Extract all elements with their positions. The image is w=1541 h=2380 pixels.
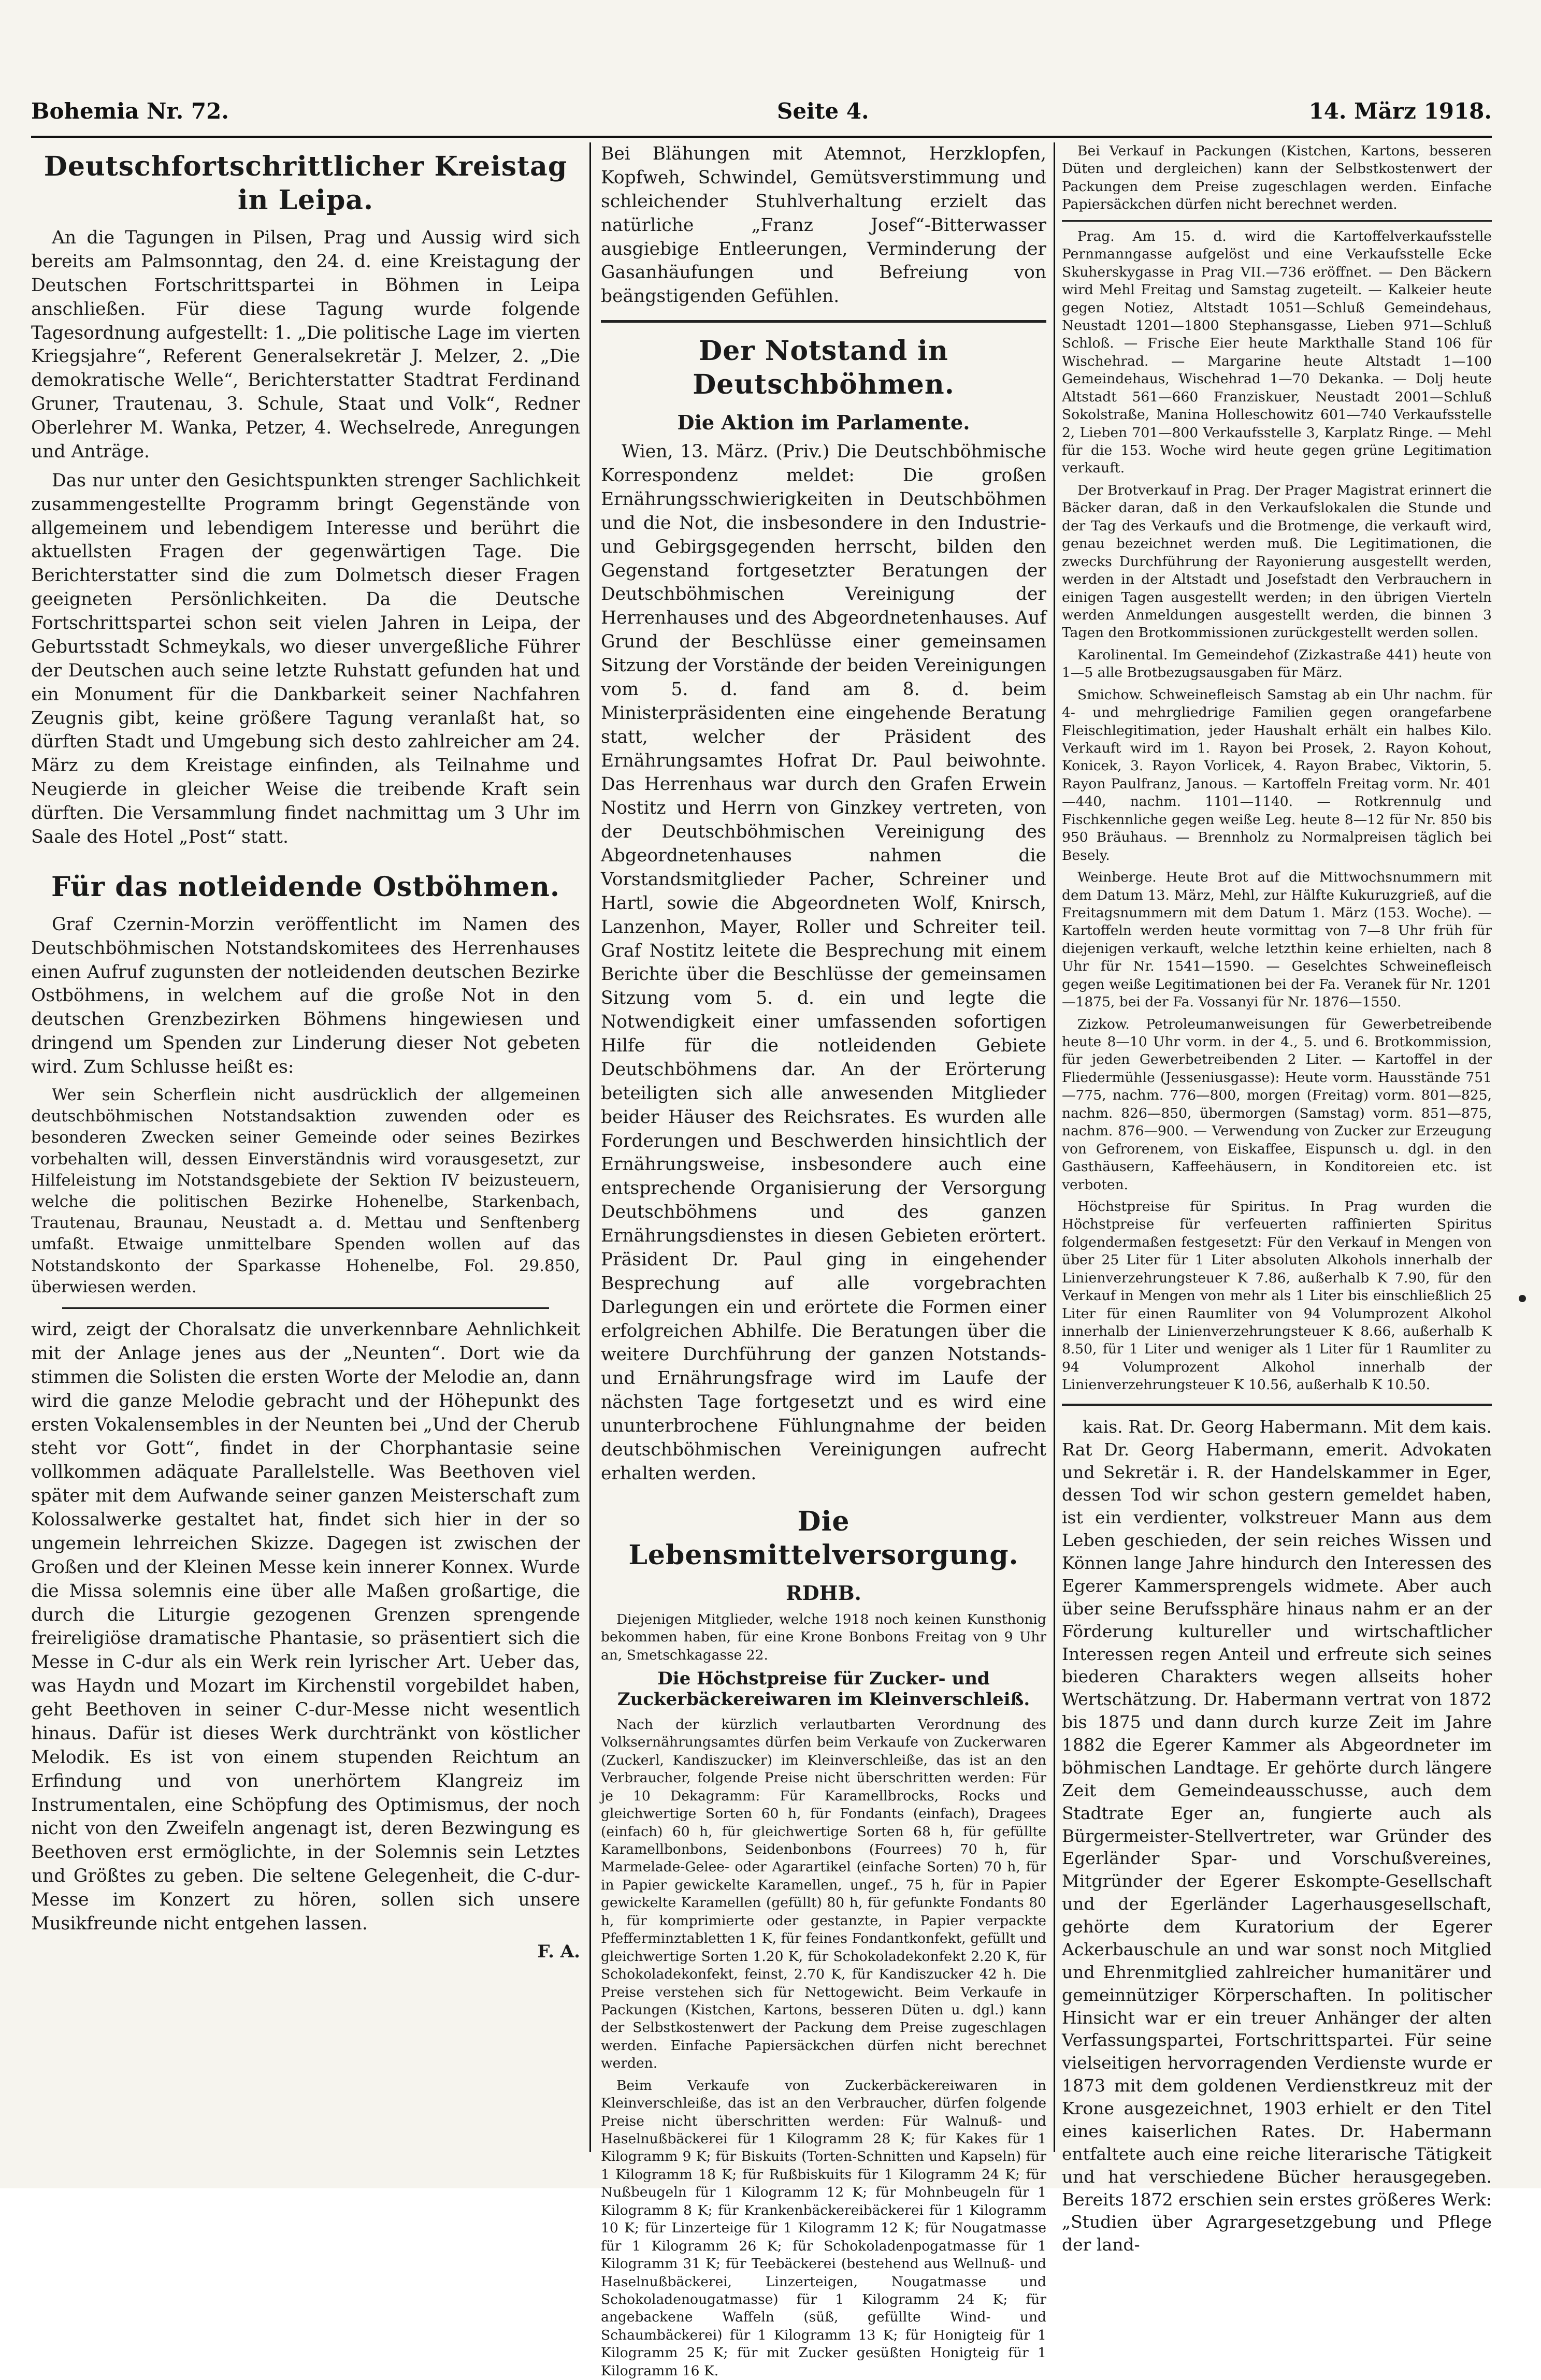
column-right — [1062, 142, 1492, 2255]
article-paragraph: An die Tagungen in Pilsen, Prag und Aussig wird sich bereits am Palmsonntag, den 24. d. eine Kreistagung der Deutschen Fortschrittspartei in Böhmen in Leipa anschließen. Für diese Tagung wurde folgende Tagesordnung aufgestellt: 1. „Die politische Lage im vierten Kriegsjahre“, Referent Generalsekretär J. Melzer, 2. „Die demokratische Welle“, Berichterstatter Stadtrat Ferdinand Gruner, Trautenau, 3. Schule, Staat und Volk“, Redner Oberlehrer M. Wanka, Petzer, 4. Wechselrede, Anregungen und Anträge. — [31, 227, 580, 462]
notice-paragraph: Bei Verkauf in Packungen (Kistchen, Kartons, besseren Düten und dergleichen) kann der Selbstkostenwert der Packungen dem Preise zugeschlagen werden. Einfache Papiersäckchen dürfen nicht berechnet werden. — [1062, 143, 1492, 213]
issue-date: 14. März 1918. — [1308, 98, 1492, 124]
article-divider — [62, 1307, 549, 1309]
article-paragraph: wird, zeigt der Choralsatz die unverkennbare Aehnlichkeit mit der Anlage jenes aus der „Neunten“. Dort wie da stimmen die Solisten die ersten Worte der Melodie an, dann wird die ganze Melodie gebracht und der Höhepunkt des ersten Vokalensembles in der Neunten bei „Und der Cherub steht vor Gott“, findet in der Chorphantasie seine vollkommen adäquate Parallelstelle. Was Beethoven viel später mit dem Aufwande seiner ganzen Meisterschaft zum Kolossalwerke gestaltet hat, findet sich hier in der so ungemein lehrreichen Skizze. Dagegen ist zwischen der Großen und der Kleinen Messe kein innerer Konnex. Wurde die Missa solemnis eine über alle Maßen großartige, die durch die Liturgie gezogenen Grenzen sprengende freireligiöse dramatische Phantasie, so präsentiert sich die Messe in C-dur als ein Werk rein lyrischer Art. Ueber das, was Haydn und Mozart im Kirchenstil vorgebildet haben, geht Beethoven in seiner C-dur-Messe nicht wesentlich hinaus. Dafür ist dieses Werk durchtränkt von köstlicher Melodik. Es ist von einem stupenden Reichtum an Erfindung und von unerhörtem Klangreiz im Instrumentalen, eine Schöpfung des Optimismus, der noch nicht von den Zweifeln angenagt ist, deren Bezwingung es Beethoven erst ermöglichte, in der Solemnis sein Letztes und Größtes zu geben. Die seltene Gelegenheit, die C-dur-Messe im Konzert zu hören, sollen sich unsere Musikfreunde nicht entgehen lassen. — [31, 1319, 580, 1934]
masthead-issue: Bohemia Nr. 72. — [31, 98, 229, 124]
column-rule-2 — [1054, 142, 1055, 2152]
author-signature: F. A. — [537, 1941, 580, 1962]
column-middle — [601, 142, 1046, 2379]
article-title-kreistag: Deutschfortschrittlicher Kreistag in Leipa. — [44, 151, 568, 216]
notice-divider — [1062, 220, 1492, 222]
notice-paragraph: Karolinental. Im Gemeindehof (Zizkastraße 441) heute von 1—5 alle Brotbezugsausgaben für März. — [1062, 646, 1492, 681]
article-paragraph: Das nur unter den Gesichtspunkten strenger Sachlichkeit zusammengestellte Programm bringt Gegenstände von allgemeinem und lebendigem Interesse und berührt die aktuellsten Fragen der gegenwärtigen Tage. Die Berichterstatter sind die zum Dolmetsch dieser Fragen geeigneten Persönlichkeiten. Da die Deutsche Fortschrittspartei schon seit vielen Jahren in Leipa, der Geburtsstadt Schmeykals, wo dieser unvergeßliche Führer der Deutschen auch seine letzte Ruhstatt gefunden hat und ein Monument für die Dankbarkeit seiner Nachfahren Zeugnis gibt, keine größere Tagung veranlaßt hat, so dürften Stadt und Umgebung sich desto zahlreicher am 24. März zu dem Kreistage einfinden, als Teilnahme und Neugierde in gleicher Weise die treibende Kraft sein dürften. Die Versammlung findet nachmittag um 3 Uhr im Saale des Hotel „Post“ statt. — [31, 470, 580, 847]
notice-paragraph: Weinberge. Heute Brot auf die Mittwochsnummern mit dem Datum 13. März, Mehl, zur Hälfte Kukuruzgrieß, auf die Freitagsnummern mit dem Datum 1. März (153. Woche). — Kartoffeln werden heute vormittag von 7—8 Uhr früh für diejenigen verkauft, welche letzthin keine erhielten, nach 8 Uhr für Nr. 1541—1590. — Geselchtes Schweinefleisch gegen weiße Legitimationen bei der Fa. Veranek für Nr. 1201—1875, bei der Fa. Vossanyi für Nr. 1876—1550. — [1062, 869, 1492, 1011]
article-paragraph: Graf Czernin-Morzin veröffentlicht im Namen des Deutschböhmischen Notstandskomitees des Herrenhauses einen Aufruf zugunsten der notleidenden deutschen Bezirke Ostböhmens, in welchem auf die große Not in den deutschen Grenzbezirken Böhmens hingewiesen und dringend um Spenden zur Linderung dieser Not gebeten wird. Zum Schlusse heißt es: — [31, 914, 580, 1077]
article-paragraph: Diejenigen Mitglieder, welche 1918 noch keinen Kunsthonig bekommen haben, für eine Krone Bonbons Freitag von 9 Uhr an, Smetschkagasse 22. — [601, 1611, 1046, 1663]
article-paragraph: Wien, 13. März. (Priv.) Die Deutschböhmische Korrespondenz meldet: Die großen Ernährungsschwierigkeiten in Deutschböhmen und die Not, die insbesondere in den Industrie- und Gebirgsgegenden herrscht, bilden den Gegenstand fortgesetzter Beratungen der Deutschböhmischen Vereinigung der Herrenhauses und des Abgeordnetenhauses. Auf Grund der Beschlüsse einer gemeinsamen Sitzung der Vorstände der beiden Vereinigungen vom 5. d. fand am 8. d. beim Ministerpräsidenten eine eingehende Beratung statt, welcher der Präsident des Ernährungsamtes Hofrat Dr. Paul beiwohnte. Das Herrenhaus war durch den Grafen Erwein Nostitz und Herrn von Ginzkey vertreten, von der Deutschböhmischen Vereinigung des Abgeordnetenhauses nahmen die Vorstandsmitglieder Pacher, Schreiner und Hartl, sowie die Abgeordneten Wolf, Knirsch, Lanzenhon, Mayer, Roller und Schreiter teil. Graf Nostitz leitete die Besprechung mit einem Berichte über die Beschlüsse der gemeinsamen Sitzung vom 5. d. ein und legte die Notwendigkeit einer umfassenden sofortigen Hilfe für die notleidenden Gebiete Deutschböhmens dar. An der Erörterung beteiligten sich alle anwesenden Mitglieder beider Häuser des Reichsrates. Es wurden alle Forderungen und Beschwerden hinsichtlich der Ernährungsweise, insbesondere auch eine entsprechende Organisierung der Versorgung Deutschböhmens und des ganzen Ernährungsdienstes in diesen Gebieten erörtert. Präsident Dr. Paul ging in eingehender Besprechung auf alle vorgebrachten Darlegungen ein und erörtete die Formen einer erfolgreichen Abhilfe. Die Beratungen über die weitere Durchführung der ganzen Notstands- und Ernährungsfrage wird im Laufe der nächsten Tage fortgesetzt und es wird eine ununterbrochene Fühlungnahme der beiden deutschböhmischen Vereinigungen aufrecht erhalten werden. — [601, 441, 1046, 1484]
article-paragraph: Beim Verkaufe von Zuckerbäckereiwaren in Kleinverschleiße, das ist an den Verbraucher, dürfen folgende Preise nicht überschritten werden: Für Walnuß- und Haselnußbäckerei für 1 Kilogramm 28 K; für Kakes für 1 Kilogramm 9 K; für Biskuits (Torten-Schnitten und Kapseln) für 1 Kilogramm 18 K; für Rußbiskuits für 1 Kilogramm 24 K; für Nußbeugeln für 1 Kilogramm 12 K; für Mohnbeugeln für 1 Kilogramm 8 K; für Krankenbäckereibäckerei für 1 Kilogramm 10 K; für Linzerteige für 1 Kilogramm 12 K; für Nougatmasse für 1 Kilogramm 26 K; für Schokoladenpogatmasse für 1 Kilogramm 31 K; für Teebäckerei (bestehend aus Wellnuß- und Haselnußbäckerei, Linzerteigen, Nougatmasse und Schokoladenougatmasse) für 1 Kilogramm 24 K; für angebackene Waffeln (süß, gefüllte Wind- und Schaumbäckerei) für 1 Kilogramm 13 K; für Honigteig für 1 Kilogramm 25 K; für mit Zucker gesüßten Honigteig für 1 Kilogramm 16 K. — [601, 2077, 1046, 2379]
article-title-hoechstpreise: Die Höchstpreise für Zucker- und Zuckerbäckereiwaren im Kleinverschleiß. — [617, 1668, 1030, 1710]
article-subtitle: Die Aktion im Parlamente. — [677, 411, 970, 435]
article-subtitle: RDHB. — [786, 1581, 861, 1605]
article-title-notstand: Der Notstand in Deutschböhmen. — [693, 335, 955, 401]
article-paragraph: Nach der kürzlich verlautbarten Verordnung des Volksernährungsamtes dürfen beim Verkaufe von Zuckerwaren (Zuckerl, Kandiszucker) im Kleinverschleiße, das ist an den Verbraucher, folgende Preise nicht überschritten werden: Für je 10 Dekagramm: Für Karamellbrocks, Rocks und gleichwertige Sorten 60 h, für Fondants (einfach), Dragees (einfach) 60 h, für gleichwertige Sorten 68 h, für gefüllte Karamellbonbons, Seidenbonbons (Fourrees) 70 h, für Marmelade-Gelee- oder Agarartikel (einfache Sorten) 70 h, für in Papier gewickelte Karamellen, ungef., 75 h, für in Papier gewickelte Karamellen (gefüllt) 80 h, für gefunkte Fondants 80 h, für komprimierte oder gestanzte, in Papier verpackte Pfefferminztabletten 1 K, für feines Fondantkonfekt, gefüllt und gleichwertige Sorten 1.20 K, für Schokoladekonfekt 2.20 K, für Schokoladekonfekt, feinst, 2.70 K, für Kandiszucker 42 h. Die Preise verstehen sich für Nettogewicht. Beim Verkaufe in Packungen (Kistchen, Kartons, besseren Düten u. dgl.) kann der Selbstkostenwert der Packung dem Preise zugeschlagen werden. Einfache Papiersäckchen dürfen nicht berechnet werden. — [601, 1716, 1046, 2072]
page-header — [31, 98, 1492, 135]
notice-paragraph: Höchstpreise für Spiritus. In Prag wurden die Höchstpreise für verfeuerten raffinierten Spiritus folgendermaßen festgesetzt: Für den Verkauf in Mengen von über 25 Liter für 1 Liter absoluten Alkohols innerhalb der Linienverzehrungsteuer K 7.86, außerhalb K 7.90, für den Verkauf in Mengen von mehr als 1 Liter bis einschließlich 25 Liter für einen Raumliter von 94 Volumprozent Alkohol innerhalb der Linienverzehrungsteuer K 8.66, außerhalb K 8.50, für 1 Liter und weniger als 1 Liter für 1 Raumliter zu 94 Volumprozent Alkohol innerhalb der Linienverzehrungsteuer K 10.56, außerhalb K 10.50. — [1062, 1198, 1492, 1393]
page-number: Seite 4. — [777, 98, 869, 124]
section-divider — [601, 320, 1046, 323]
binding-dot — [1519, 1295, 1526, 1302]
column-left — [31, 142, 580, 2162]
column-rule-1 — [589, 142, 591, 2152]
header-rule — [31, 136, 1492, 138]
obituary-paragraph: kais. Rat. Dr. Georg Habermann. Mit dem kais. Rat Dr. Georg Habermann, emerit. Advokaten und Sekretär i. R. der Handelskammer in Eger, dessen Tod wir schon gestern gemeldet haben, ist ein verdienter, volkstreuer Mann aus dem Leben geschieden, der sein reiches Wissen und Können lange Jahre hindurch den Interessen des Egerer Kammersprengels widmete. Aber auch über seine Berufssphäre hinaus nahm er an der Förderung kultureller und wirtschaftlicher Interessen regen Anteil und erfreute sich seines biederen Charakters wegen allseits hoher Wertschätzung. Dr. Habermann vertrat von 1872 bis 1875 und dann durch kurze Zeit im Jahre 1882 die Egerer Kammer als Abgeordneter im böhmischen Landtage. Er gehörte durch längere Zeit dem Gemeindeausschusse, auch dem Stadtrate Eger an, fungierte auch als Bürgermeister-Stellvertreter, war Gründer des Egerländer Spar- und Vorschußvereines, Mitgründer der Egerer Eskompte-Gesellschaft und der Egerländer Lagerhausgesellschaft, gehörte dem Kuratorium der Egerer Ackerbauschule an und war sonst noch Mitglied und Ehrenmitglied zahlreicher humanitärer und gemeinnütziger Körperschaften. In politischer Hinsicht war er ein treuer Anhänger der alten Verfassungspartei, Fortschrittspartei. Für seine vielseitigen hervorragenden Verdienste wurde er 1873 mit dem goldenen Verdienstkreuz mit der Krone ausgezeichnet, 1903 erhielt er den Titel eines kaiserlichen Rates. Dr. Habermann entfaltete auch eine reiche literarische Tätigkeit und hat verschiedene Bücher herausgegeben. Bereits 1872 erschien sein erstes größeres Werk: „Studien über Agrargesetzgebung und Pflege der land- — [1062, 1416, 1492, 2255]
notice-paragraph: Prag. Am 15. d. wird die Kartoffelverkaufsstelle Pernmanngasse aufgelöst und eine Verkaufsstelle Ecke Skuherskygasse in Prag VII.—736 eröffnet. — Den Bäckern wird Mehl Freitag und Samstag zugeteilt. — Kalkeier heute gegen Notiez, Altstadt 1051—Schluß Gemeindehaus, Neustadt 1201—1800 Stephansgasse, Lieben 971—Schluß Schloß. — Frische Eier heute Markthalle Stand 106 für Wischehrad. — Margarine heute Altstadt 1—100 Gemeindehaus, Wischehrad 1—70 Dekanka. — Dolj heute Altstadt 561—660 Franziskuer, Neustadt 2001—Schluß Sokolstraße, Manina Holleschowitz 601—740 Verkaufsstelle 2, Lieben 701—800 Verkaufsstelle 3, Karplatz Ringe. — Mehl für die 153. Woche wird heute gegen grüne Legitimation verkauft. — [1062, 228, 1492, 477]
notice-paragraph: Der Brotverkauf in Prag. Der Prager Magistrat erinnert die Bäcker daran, daß in den Verkaufslokalen die Stunde und der Tag des Verkaufs und die Brotmenge, die verkauft wird, genau bezeichnet werden muß. Die Legitimationen, die zwecks Durchführung der Rayonierung ausgestellt werden, werden in der Altstadt und Josefstadt den Verbrauchern in einigen Tagen ausgestellt werden; in den übrigen Vierteln werden Anmeldungen ausgestellt werden, die binnen 3 Tagen den Brotkommissionen zurückgestellt werden sollen. — [1062, 482, 1492, 641]
article-title-lebensmittel: Die Lebensmittelversorgung. — [628, 1505, 1019, 1571]
section-divider — [1062, 1404, 1492, 1406]
advertisement-text: Bei Blähungen mit Atemnot, Herzklopfen, Kopfweh, Schwindel, Gemütsverstimmung und schleichender Stuhlverhaltung erzielt das natürliche „Franz Josef“-Bitterwasser ausgiebige Entleerungen, Verminderung der Gasanhäufungen und Befreiung von beängstigenden Gefühlen. — [601, 143, 1046, 307]
article-title-ostboehmen: Für das notleidende Ostböhmen. — [51, 871, 560, 903]
notice-paragraph: Smichow. Schweinefleisch Samstag ab ein Uhr nachm. für 4- und mehrgliedrige Familien gegen orangefarbene Fleischlegitimation, jeder Haushalt erhält ein halbes Kilo. Verkauft wird im 1. Rayon bei Prosek, 2. Rayon Kohout, Konicek, 3. Rayon Vorlicek, 4. Rayon Brabec, Viktorin, 5. Rayon Paulfranz, Janous. — Kartoffeln Freitag vorm. Nr. 401—440, nachm. 1101—1140. — Rotkrennulg und Fischkennliche gegen weiße Leg. heute 8—12 für Nr. 850 bis 950 Bräuhaus. — Brennholz zu Normalpreisen täglich bei Besely. — [1062, 686, 1492, 863]
article-quote: Wer sein Scherflein nicht ausdrücklich der allgemeinen deutschböhmischen Notstandsaktion zuwenden oder es besonderen Zwecken seiner Gemeinde oder seines Bezirkes vorbehalten will, dessen Einverständnis wird vorausgesetzt, zur Hilfeleistung im Notstandsgebiete der Sektion IV beizusteuern, welche die politischen Bezirke Hohenelbe, Starkenbach, Trautenau, Braunau, Neustadt a. d. Mettau und Senftenberg umfaßt. Etwaige unmittelbare Spenden wollen auf das Notstandskonto der Sparkasse Hohenelbe, Fol. 29.850, überwiesen werden. — [31, 1085, 580, 1296]
notice-paragraph: Zizkow. Petroleumanweisungen für Gewerbetreibende heute 8—10 Uhr vorm. in der 4., 5. und 6. Brotkommission, für jeden Gewerbetreibenden 2 Liter. — Kartoffel in der Fliedermühle (Jesseniusgasse): Heute vorm. Hausstände 751—775, nachm. 776—800, morgen (Freitag) vorm. 801—825, nachm. 826—850, übermorgen (Samstag) vorm. 851—875, nachm. 876—900. — Verwendung von Zucker zur Erzeugung von Gefrorenem, von Eiskaffee, Eispunsch u. dgl. in den Gasthäusern, Kaffeehäusern, in Konditoreien etc. ist verboten. — [1062, 1016, 1492, 1193]
